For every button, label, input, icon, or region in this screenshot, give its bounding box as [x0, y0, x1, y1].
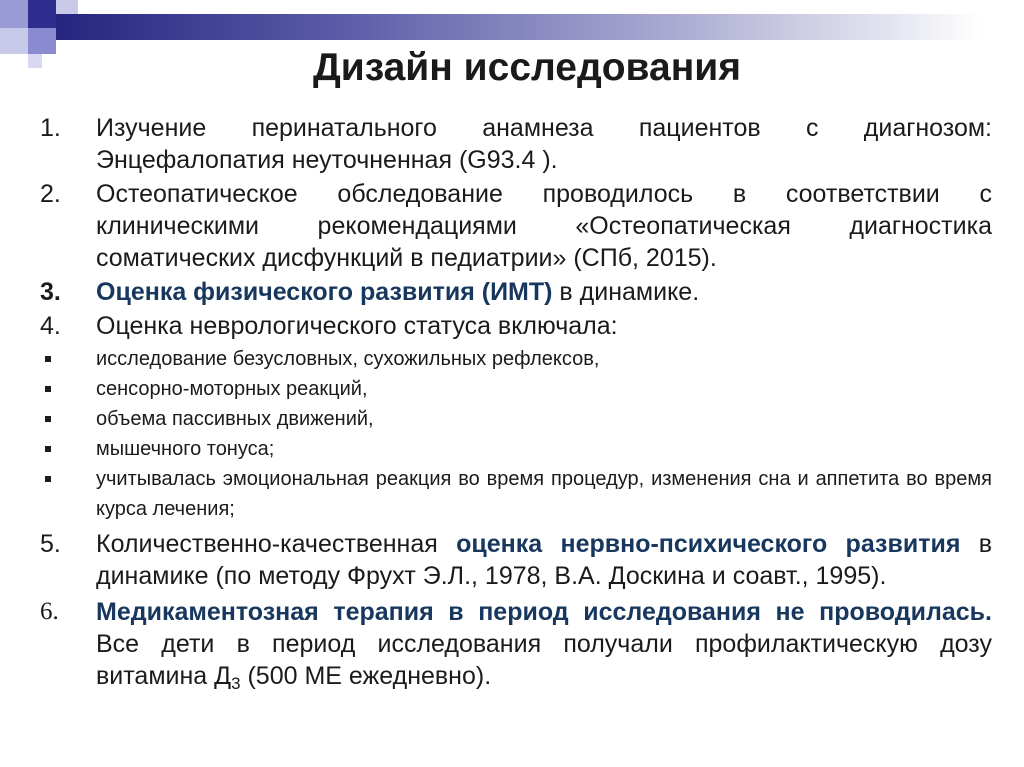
square-bullet-icon — [45, 356, 51, 362]
bullet-text: сенсорно-моторных реакций, — [96, 378, 368, 400]
decor-square — [28, 0, 56, 28]
list-item-text: Изучение перинатального анамнеза пациентов с диагнозом: Энцефалопатия неуточненная (G93.4 ). — [96, 114, 992, 174]
bullet-item — [40, 404, 992, 434]
square-bullet-icon — [45, 476, 51, 482]
list-item-bold-text: оценка нервно-психического развития — [456, 530, 961, 558]
list-number: 3. — [40, 278, 61, 306]
slide-content — [40, 112, 992, 702]
list-item-text: в динамике. — [552, 278, 700, 306]
list-item-1 — [40, 112, 992, 176]
list-item-text: Остеопатическое обследование проводилось в соответствии с клиническими рекомендациями «Остеопатическая диагностика соматических дисфункций в педиатрии» (СПб, 2015). — [96, 180, 992, 272]
square-bullet-icon — [45, 416, 51, 422]
list-item-text: (500 МЕ ежедневно). — [240, 662, 492, 690]
bullet-text: исследование безусловных, сухожильных рефлексов, — [96, 348, 600, 370]
list-number: 2. — [40, 180, 61, 208]
list-item-bold-text: Оценка физического развития (ИМТ) — [96, 278, 553, 306]
bullet-text: мышечного тонуса; — [96, 438, 275, 460]
list-item-4 — [40, 310, 992, 342]
slide-title: Дизайн исследования — [312, 46, 741, 89]
list-item-3 — [40, 276, 992, 308]
list-number: 1. — [40, 114, 61, 142]
list-item-bold-text: Медикаментозная терапия в период исследования не проводилась. — [96, 598, 992, 626]
list-item-text: Количественно-качественная — [96, 530, 457, 558]
bullet-text: объема пассивных движений, — [96, 408, 374, 430]
subscript-text: 3 — [231, 674, 241, 693]
bullet-item — [40, 434, 992, 464]
list-number: 6. — [40, 598, 59, 625]
decor-square — [56, 0, 78, 14]
square-bullet-icon — [45, 446, 51, 452]
header-gradient-bar — [56, 14, 980, 40]
list-number: 4. — [40, 312, 61, 340]
bullet-item — [40, 344, 992, 374]
bullet-text: учитывалась эмоциональная реакция во время процедур, изменения сна и аппетита во время курса лечения; — [96, 468, 992, 520]
list-item-text: Все дети в период исследования получали профилактическую дозу витамина Д — [96, 630, 992, 690]
bullet-item — [40, 464, 992, 524]
decor-square — [0, 0, 28, 28]
list-item-5 — [40, 528, 992, 592]
square-bullet-icon — [45, 386, 51, 392]
list-item-text: в динамике (по методу Фрухт Э.Л., 1978, В.А. Доскина и соавт., 1995). — [96, 530, 992, 590]
list-item-text: Оценка неврологического статуса включала: — [96, 312, 618, 340]
bullet-item — [40, 374, 992, 404]
list-item-2 — [40, 178, 992, 274]
list-number: 5. — [40, 530, 61, 558]
list-item-6 — [40, 596, 992, 700]
